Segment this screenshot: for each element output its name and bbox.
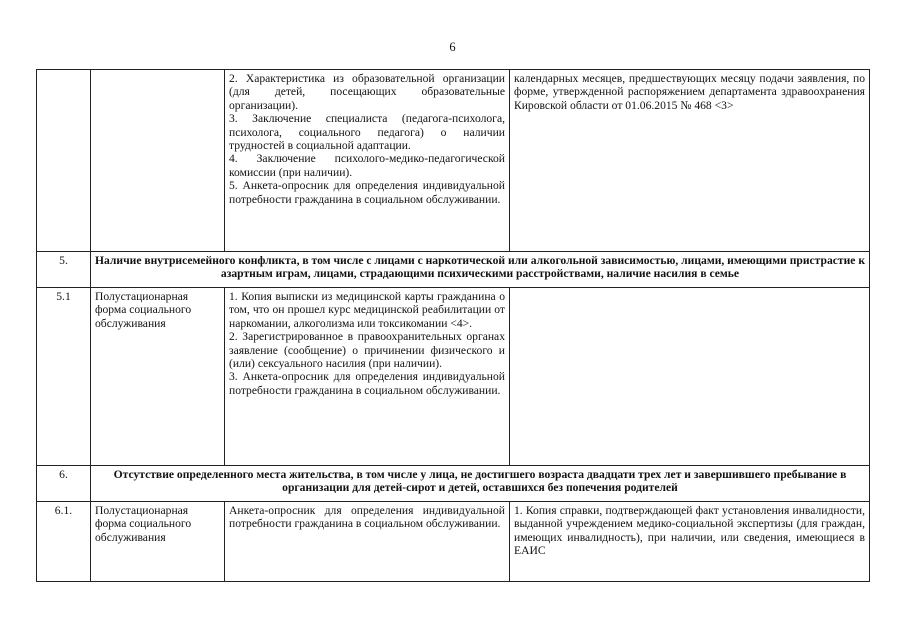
section-number: 6. [37,466,91,502]
row-number: 5.1 [37,288,91,466]
row-number: 6.1. [37,502,91,582]
additional-documents-cell [510,502,870,582]
document-item: 1. Копия выписки из медицинской карты гражданина о том, что он прошел курс медицинской реабилитации от наркомании, алкоголизма или токсикомании <4>. [229,290,505,330]
document-item: 2. Характеристика из образовательной организации (для детей, посещающих образовательные организации). [229,72,505,112]
documents-cell [225,70,510,252]
section-number: 5. [37,252,91,288]
page-number: 6 [449,40,456,54]
section-header-row [37,252,870,288]
service-form: Полустационарная форма социального обслуживания [91,502,225,582]
table-row [37,288,870,466]
document-item: 3. Заключение специалиста (педагога-психолога, психолога, социального педагога) о наличии трудностей в социальной адаптации. [229,112,505,153]
table-row [37,502,870,582]
service-form: Полустационарная форма социального обслуживания [91,288,225,466]
section-header-row [37,466,870,502]
document-table [36,69,870,582]
additional-documents-text: календарных месяцев, предшествующих месяцу подачи заявления, по форме, утвержденной распоряжением департамента здравоохранения Кировской области от 01.06.2015 № 468 <3> [514,72,865,112]
section-title: Наличие внутрисемейного конфликта, в том числе с лицами с наркотической или алкогольной зависимостью, лицами, имеющими пристрастие к азартным играм, лицами, страдающими психическими расстройствами, наличие насилия в семье [91,252,870,288]
row-number-cell [37,70,91,252]
additional-documents-text: 1. Копия справки, подтверждающей факт установления инвалидности, выданной учреждением медико-социальной экспертизы (для граждан, имеющих инвалидность), при наличии, или сведения, имеющиеся в ЕАИС [514,504,865,558]
service-form-cell [91,70,225,252]
document-item: 5. Анкета-опросник для определения индивидуальной потребности гражданина в социальном обслуживании. [229,179,505,206]
document-item: 4. Заключение психолого-медико-педагогической комиссии (при наличии). [229,152,505,179]
additional-documents-cell [510,288,870,466]
table-row-continued [37,70,870,252]
additional-documents-cell [510,70,870,252]
section-title: Отсутствие определенного места жительства, в том числе у лица, не достигшего возраста двадцати трех лет и завершившего пребывание в организации для детей-сирот и детей, оставшихся без попечения родителей [91,466,870,502]
documents-cell [225,502,510,582]
documents-cell [225,288,510,466]
document-item: 2. Зарегистрированное в правоохранительных органах заявление (сообщение) о причинении физического и (или) сексуального насилия (при наличии). [229,330,505,371]
document-item: 3. Анкета-опросник для определения индивидуальной потребности гражданина в социальном обслуживании. [229,370,505,397]
document-item: Анкета-опросник для определения индивидуальной потребности гражданина в социальном обслуживании. [229,504,505,531]
